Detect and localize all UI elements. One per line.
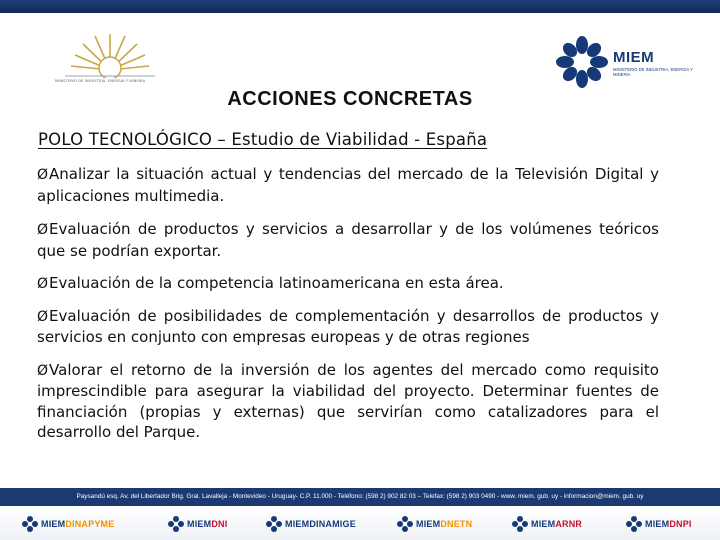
- bullet-text: Evaluación de la competencia latinoamericana en esta área.: [49, 274, 504, 292]
- unit-suffix: DNI: [211, 519, 228, 529]
- unit-prefix: MIEM: [531, 519, 556, 529]
- miem-caption: MINISTERIO DE INDUSTRIA, ENERGÍA Y MINERÍA: [613, 67, 693, 77]
- unit-logo-dnetn: [397, 514, 472, 534]
- ministry-sun-logo: [55, 30, 165, 90]
- bullet-text: Evaluación de productos y servicios a desarrollar y de los volúmenes teóricos que se podrían exportar.: [37, 220, 659, 260]
- miem-flower-icon: [168, 516, 184, 532]
- bullet-list: [37, 164, 659, 443]
- unit-suffix: DNETN: [440, 519, 473, 529]
- unit-logo-dinapyme: [22, 514, 114, 534]
- miem-flower-icon: [397, 516, 413, 532]
- ministry-caption: MINISTERIO DE INDUSTRIA, ENERGIA Y MINERIA: [55, 79, 146, 83]
- top-bar: [0, 0, 720, 13]
- unit-logo-dnpi: [626, 514, 692, 534]
- bullet-item: [37, 164, 659, 206]
- unit-prefix: MIEM: [645, 519, 670, 529]
- miem-logo: [555, 35, 705, 95]
- unit-logo-dni: [168, 514, 227, 534]
- arrow-bullet-icon: Ø: [37, 362, 49, 379]
- unit-prefix: MIEM: [416, 519, 441, 529]
- miem-flower-icon: [266, 516, 282, 532]
- footer-address-bar: Paysandú esq. Av. del Libertador Brig. Gral. Lavalleja - Montevideo - Uruguay- C.P. 11.000 - Teléfono: (598 2) 902 82 03 – Telefax: (598 2) 903 0490 - www. miem. gub. uy - informacion@miem. gub. uy: [0, 488, 720, 506]
- miem-flower-icon: [22, 516, 38, 532]
- unit-prefix: MIEM: [187, 519, 212, 529]
- unit-suffix: DINAPYME: [65, 519, 115, 529]
- sun-emblem-icon: [55, 30, 165, 78]
- bullet-text: Valorar el retorno de la inversión de los agentes del mercado como requisito imprescindible para asegurar la viabilidad del proyecto. Determinar fuentes de financiación (propias y externas) que servirían como catalizadores para el desarrollo del Parque.: [37, 360, 659, 441]
- slide-title: [0, 88, 720, 111]
- unit-suffix: ARNR: [555, 519, 583, 529]
- bullet-item: [37, 219, 659, 261]
- unit-suffix: DNPI: [669, 519, 692, 529]
- bullet-item: [37, 306, 659, 348]
- slide-title-text: ACCIONES CONCRETAS: [227, 88, 473, 110]
- unit-prefix: MIEM: [41, 519, 66, 529]
- bullet-text: Evaluación de posibilidades de complementación y desarrollos de productos y servicios en conjunto con empresas europeas y de otras regiones: [37, 306, 659, 346]
- slide-subtitle: POLO TECNOLÓGICO – Estudio de Viabilidad - España: [38, 130, 488, 149]
- bullet-text: Analizar la situación actual y tendencias del mercado de la Televisión Digital y aplicaciones multimedia.: [37, 165, 659, 205]
- miem-wordmark: MIEM: [613, 49, 655, 66]
- arrow-bullet-icon: Ø: [37, 308, 49, 325]
- unit-suffix: DINAMIGE: [309, 519, 356, 529]
- unit-logo-dinamige: [266, 514, 356, 534]
- arrow-bullet-icon: Ø: [37, 276, 49, 292]
- arrow-bullet-icon: Ø: [37, 167, 49, 183]
- miem-flower-icon: [512, 516, 528, 532]
- miem-flower-icon: [626, 516, 642, 532]
- bullet-item: [37, 273, 659, 295]
- footer-unit-logos: [0, 506, 720, 540]
- miem-flower-icon: [555, 35, 609, 89]
- unit-logo-arnr: [512, 514, 582, 534]
- unit-prefix: MIEM: [285, 519, 310, 529]
- arrow-bullet-icon: Ø: [37, 222, 49, 238]
- bullet-item: [37, 360, 659, 443]
